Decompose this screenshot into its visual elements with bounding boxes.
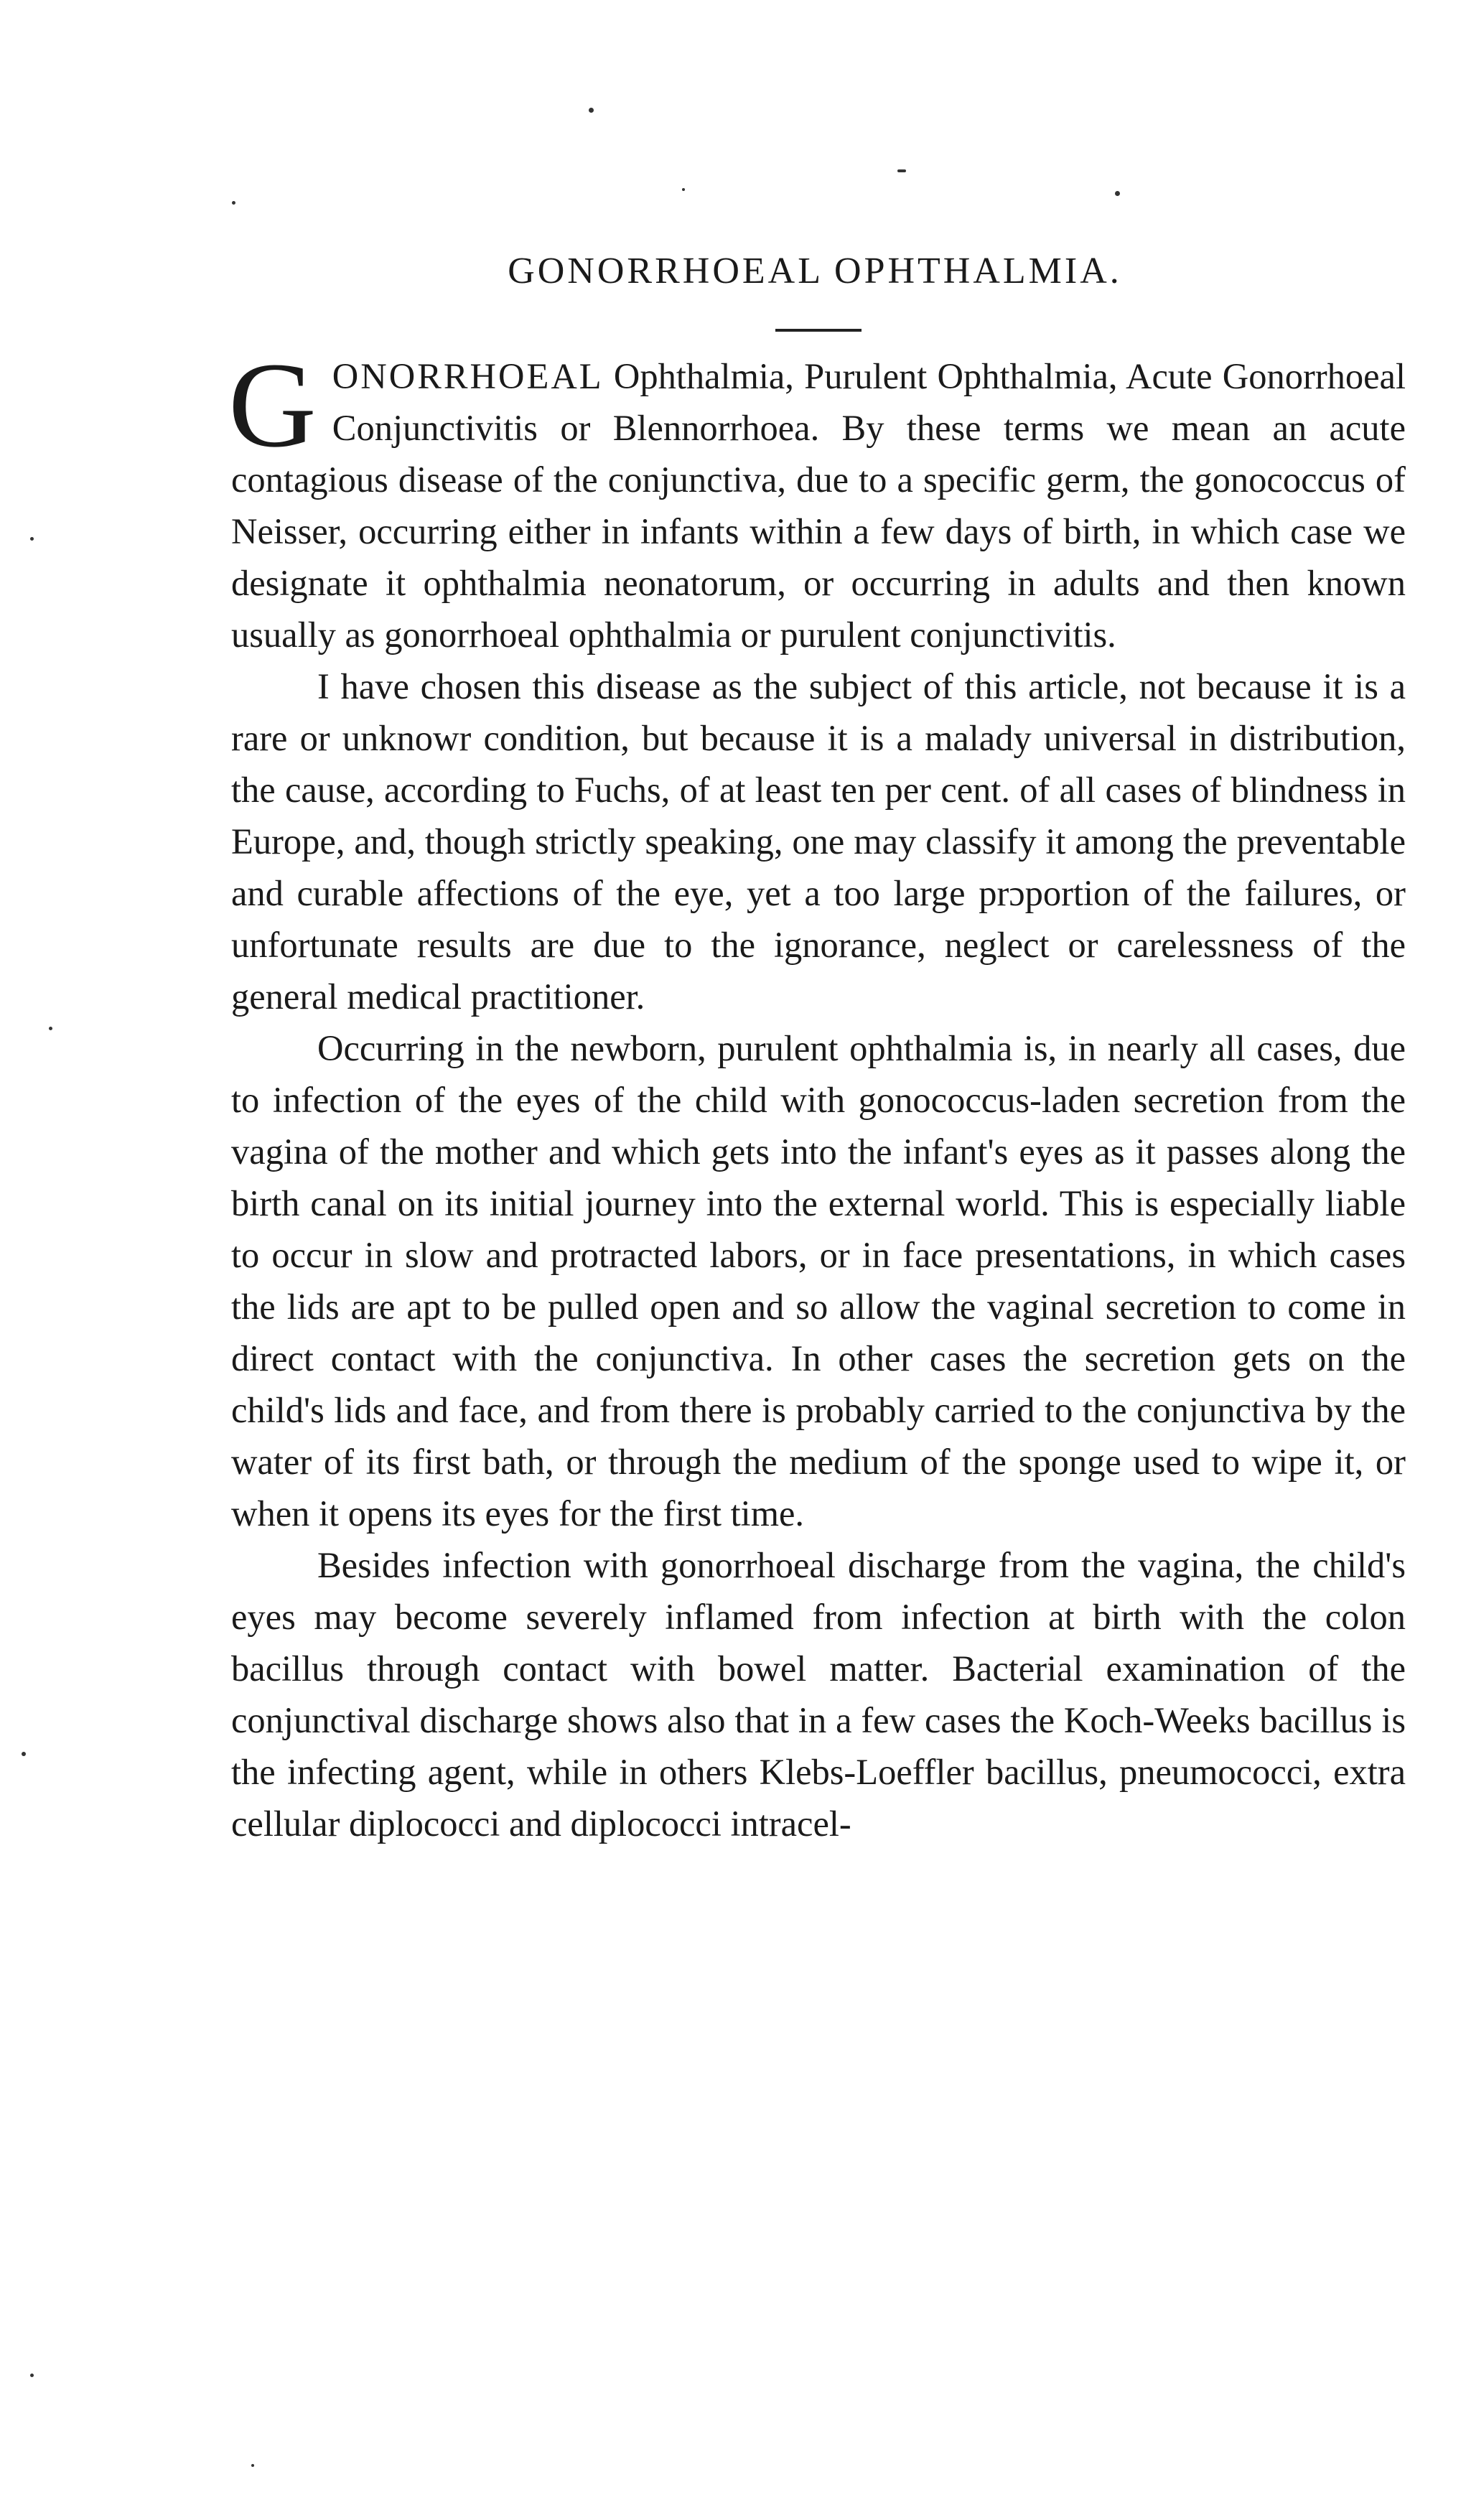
paragraph-2: I have chosen this disease as the subject of this article, not because it is a rare or unknowr condition, but because it is a malady universal in distribution, the cause, according to Fuchs, of at least ten per cent. of all cases of blindness in Europe, and, though strictly speaking, one may classify it among the preventable and curable affections of the eye, yet a too large prɔportion of the failures, or unfortunate results are due to the ignorance, neglect or carelessness of the general medical practitioner.: [231, 666, 1406, 1017]
scan-speck: [30, 537, 34, 541]
scan-speck: [232, 201, 235, 205]
paragraph-1-text: Ophthalmia, Purulent Ophthalmia, Acute Gonorrhoeal Conjunctivitis or Blennorrhoea. By these terms we mean an acute contagious disease of the conjunctiva, due to a specific germ, the gonococcus of Neisser, occurring either in infants within a few days of birth, in which case we designate it ophthalmia neonatorum, or occurring in adults and then known usually as gonorrhoeal ophthalmia or purulent conjunctivitis.: [231, 356, 1406, 655]
scan-speck: [251, 2464, 254, 2467]
drop-cap: G: [228, 337, 317, 472]
scan-speck: [30, 2374, 34, 2377]
page-title: GONORRHOEAL OPHTHALMIA.: [508, 251, 1122, 291]
paragraph-3: Occurring in the newborn, purulent ophthalmia is, in nearly all cases, due to infection of the eyes of the child with gonococcus-laden secretion from the vagina of the mother and which gets into the infant's eyes as it passes along the birth canal on its initial journey into the external world. This is especially liable to occur in slow and protracted labors, or in face presentations, in which cases the lids are apt to be pulled open and so allow the vaginal secretion to come in direct contact with the conjunctiva. In other cases the secretion gets on the child's lids and face, and from there is probably carried to the conjunctiva by the water of its first bath, or through the medium of the sponge used to wipe it, or when it opens its eyes for the first time.: [231, 1028, 1406, 1534]
scan-speck: [1115, 191, 1120, 196]
scan-speck: [589, 108, 594, 113]
scan-speck: [682, 188, 685, 191]
paragraph-4: Besides infection with gonorrhoeal discharge from the vagina, the child's eyes may become severely inflamed from infection at birth with the colon bacillus through contact with bowel matter. Bacterial examination of the conjunctival discharge shows also that in a few cases the Koch-Weeks bacillus is the infecting agent, while in others Klebs-Loeffler bacillus, pneumococci, extra cellular diplococci and diplococci intracel-: [231, 1545, 1406, 1844]
scan-speck: [49, 1027, 52, 1030]
paragraph-1: [228, 337, 1406, 661]
scan-speck: [22, 1752, 26, 1756]
first-word: ONORRHOEAL: [332, 356, 604, 396]
title-rule: [775, 329, 862, 332]
scan-speck: [897, 169, 906, 172]
article-body: [228, 337, 1406, 1849]
